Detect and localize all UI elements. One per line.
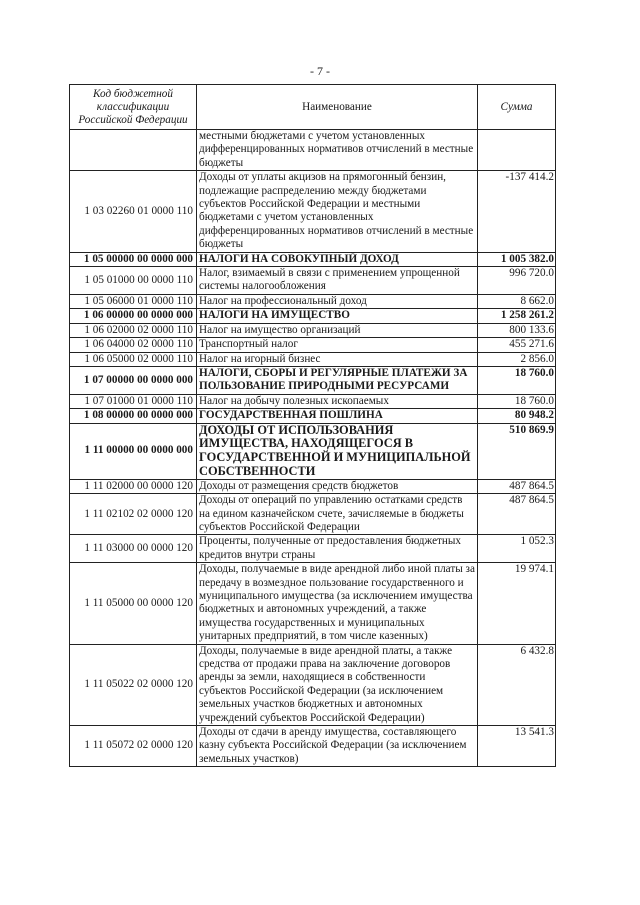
amount-cell: 487 864.5 bbox=[478, 479, 556, 493]
name-cell: НАЛОГИ НА СОВОКУПНЫЙ ДОХОД bbox=[197, 252, 478, 266]
name-cell: Доходы от уплаты акцизов на прямогонный бензин, подлежащие распределению между бюджетами субъектов Российской Федерации и местными бюджетами с учетом установленных дифференцированных нормативов отчислений в местные бюджеты bbox=[197, 171, 478, 252]
name-cell: Доходы от размещения средств бюджетов bbox=[197, 479, 478, 493]
name-cell: ДОХОДЫ ОТ ИСПОЛЬЗОВАНИЯ ИМУЩЕСТВА, НАХОДЯЩЕГОСЯ В ГОСУДАРСТВЕННОЙ И МУНИЦИПАЛЬНОЙ СОБСТВЕННОСТИ bbox=[197, 423, 478, 479]
code-cell: 1 05 06000 01 0000 110 bbox=[70, 294, 197, 308]
amount-cell: 6 432.8 bbox=[478, 644, 556, 725]
name-cell: Транспортный налог bbox=[197, 338, 478, 352]
table-row bbox=[70, 366, 556, 394]
name-cell: Доходы, получаемые в виде арендной либо иной платы за передачу в возмездное пользование государственного и муниципального имущества (за исключением имущества бюджетных и автономных учреждений, а также имущества государственных и муниципальных унитарных предприятий, в том числе казенных) bbox=[197, 563, 478, 644]
code-cell: 1 07 01000 01 0000 110 bbox=[70, 394, 197, 408]
amount-cell: 800 133.6 bbox=[478, 323, 556, 337]
code-cell: 1 06 05000 02 0000 110 bbox=[70, 352, 197, 366]
name-cell: НАЛОГИ НА ИМУЩЕСТВО bbox=[197, 309, 478, 323]
table-row bbox=[70, 479, 556, 493]
amount-cell: 18 760.0 bbox=[478, 366, 556, 394]
amount-cell: 487 864.5 bbox=[478, 494, 556, 535]
amount-cell: 455 271.6 bbox=[478, 338, 556, 352]
table-row bbox=[70, 494, 556, 535]
name-cell: Налог на профессиональный доход bbox=[197, 294, 478, 308]
code-cell: 1 11 00000 00 0000 000 bbox=[70, 423, 197, 479]
name-cell: Налог на имущество организаций bbox=[197, 323, 478, 337]
code-cell: 1 06 00000 00 0000 000 bbox=[70, 309, 197, 323]
amount-cell bbox=[478, 130, 556, 171]
table-row bbox=[70, 267, 556, 295]
code-cell: 1 06 02000 02 0000 110 bbox=[70, 323, 197, 337]
table-row bbox=[70, 352, 556, 366]
table-header-row bbox=[70, 85, 556, 130]
name-cell: местными бюджетами с учетом установленных дифференцированных нормативов отчислений в местные бюджеты bbox=[197, 130, 478, 171]
page-number: - 7 - bbox=[310, 64, 330, 78]
name-cell: ГОСУДАРСТВЕННАЯ ПОШЛИНА bbox=[197, 409, 478, 423]
amount-cell: 8 662.0 bbox=[478, 294, 556, 308]
name-cell: Налог, взимаемый в связи с применением упрощенной системы налогообложения bbox=[197, 267, 478, 295]
code-cell: 1 03 02260 01 0000 110 bbox=[70, 171, 197, 252]
name-cell: Проценты, полученные от предоставления бюджетных кредитов внутри страны bbox=[197, 535, 478, 563]
code-cell: 1 11 03000 00 0000 120 bbox=[70, 535, 197, 563]
amount-cell: 1 258 261.2 bbox=[478, 309, 556, 323]
table-row bbox=[70, 726, 556, 767]
amount-cell: 2 856.0 bbox=[478, 352, 556, 366]
table-row bbox=[70, 171, 556, 252]
amount-cell: 80 948.2 bbox=[478, 409, 556, 423]
code-cell bbox=[70, 130, 197, 171]
budget-table bbox=[69, 84, 556, 767]
table-row bbox=[70, 252, 556, 266]
name-cell: Доходы от сдачи в аренду имущества, составляющего казну субъекта Российской Федерации (за исключением земельных участков) bbox=[197, 726, 478, 767]
code-cell: 1 11 05072 02 0000 120 bbox=[70, 726, 197, 767]
table-row bbox=[70, 563, 556, 644]
code-cell: 1 11 05000 00 0000 120 bbox=[70, 563, 197, 644]
name-cell: Доходы от операций по управлению остатками средств на едином казначейском счете, зачисляемые в бюджеты субъектов Российской Федерации bbox=[197, 494, 478, 535]
table-body bbox=[70, 130, 556, 767]
code-cell: 1 05 00000 00 0000 000 bbox=[70, 252, 197, 266]
code-cell: 1 11 02000 00 0000 120 bbox=[70, 479, 197, 493]
table-row bbox=[70, 323, 556, 337]
amount-cell: 996 720.0 bbox=[478, 267, 556, 295]
code-cell: 1 06 04000 02 0000 110 bbox=[70, 338, 197, 352]
table-row bbox=[70, 644, 556, 725]
table-row bbox=[70, 394, 556, 408]
table-row bbox=[70, 535, 556, 563]
table-row bbox=[70, 338, 556, 352]
table-row bbox=[70, 309, 556, 323]
table-row bbox=[70, 423, 556, 479]
amount-cell: -137 414.2 bbox=[478, 171, 556, 252]
amount-cell: 510 869.9 bbox=[478, 423, 556, 479]
table-row bbox=[70, 130, 556, 171]
code-cell: 1 08 00000 00 0000 000 bbox=[70, 409, 197, 423]
name-cell: Налог на игорный бизнес bbox=[197, 352, 478, 366]
code-cell: 1 07 00000 00 0000 000 bbox=[70, 366, 197, 394]
table-row bbox=[70, 294, 556, 308]
code-cell: 1 05 01000 00 0000 110 bbox=[70, 267, 197, 295]
name-cell: НАЛОГИ, СБОРЫ И РЕГУЛЯРНЫЕ ПЛАТЕЖИ ЗА ПОЛЬЗОВАНИЕ ПРИРОДНЫМИ РЕСУРСАМИ bbox=[197, 366, 478, 394]
amount-cell: 1 005 382.0 bbox=[478, 252, 556, 266]
name-cell: Доходы, получаемые в виде арендной платы, а также средства от продажи права на заключение договоров аренды за земли, находящиеся в собственности субъектов Российской Федерации (за исключением земельных участков бюджетных и автономных учреждений субъектов Российской Федерации) bbox=[197, 644, 478, 725]
name-column-header: Наименование bbox=[197, 85, 478, 130]
amount-cell: 18 760.0 bbox=[478, 394, 556, 408]
amount-cell: 19 974.1 bbox=[478, 563, 556, 644]
code-column-header: Код бюджетной классификации Российской Федерации bbox=[70, 85, 197, 130]
amount-column-header: Сумма bbox=[478, 85, 556, 130]
amount-cell: 1 052.3 bbox=[478, 535, 556, 563]
table-row bbox=[70, 409, 556, 423]
code-cell: 1 11 05022 02 0000 120 bbox=[70, 644, 197, 725]
name-cell: Налог на добычу полезных ископаемых bbox=[197, 394, 478, 408]
amount-cell: 13 541.3 bbox=[478, 726, 556, 767]
code-cell: 1 11 02102 02 0000 120 bbox=[70, 494, 197, 535]
